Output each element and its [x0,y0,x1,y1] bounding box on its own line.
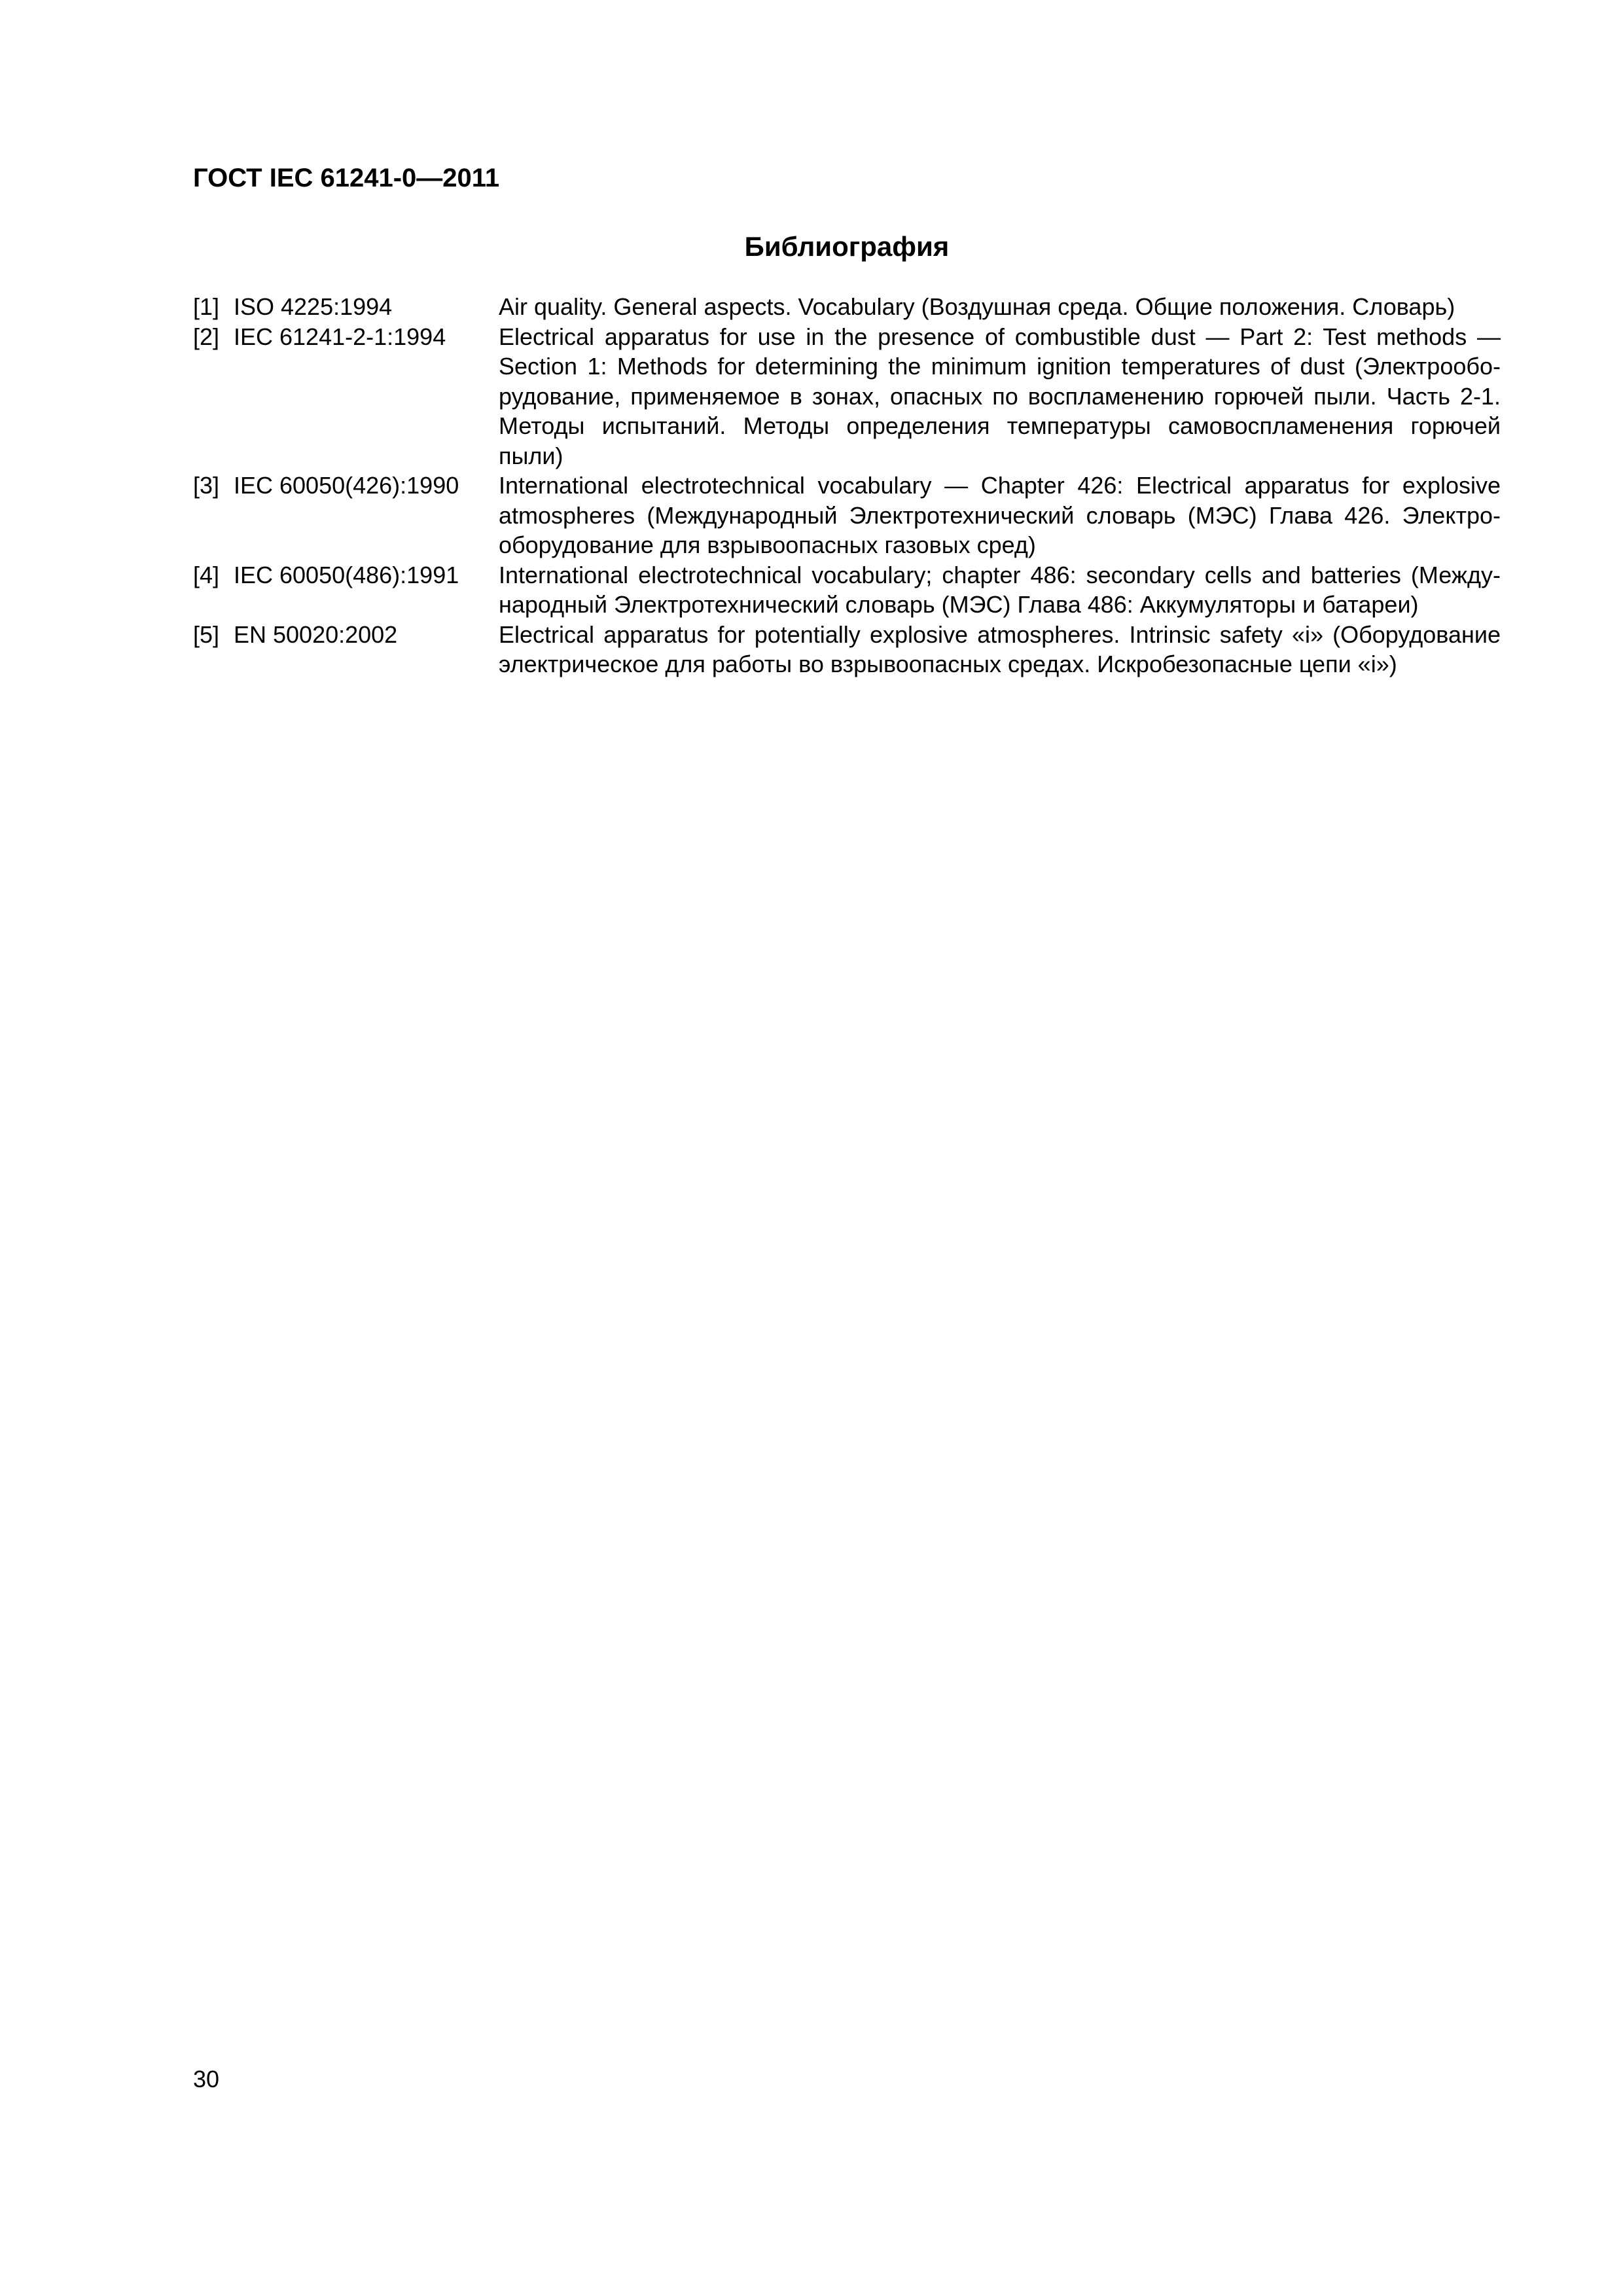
entry-title: Electrical apparatus for potentially explosive atmospheres. Intrinsic safety «i» (Оборудование электрическое для работы во взрывоопасных средах. Искробезопасные цепи «i») [499,620,1501,677]
entry-code: EN 50020:2002 [234,620,398,648]
bibliography-entry [193,471,1501,560]
bibliography-entry [193,620,1501,679]
entry-number: [5] [193,620,220,648]
entry-code: IEC 60050(426):1990 [234,472,459,499]
entry-code: IEC 61241-2-1:1994 [234,323,446,350]
bibliography-entry [193,292,1501,322]
entry-title: Air quality. General aspects. Vocabulary (Воздушная среда. Общие положения. Словарь) [499,293,1455,320]
bibliography-list [193,292,1501,679]
section-title: Библиография [744,231,950,262]
entry-number: [1] [193,293,220,320]
entry-title: Electrical apparatus for use in the presence of combustible dust — Part 2: Test methods — Section 1: Methods for determining the minimum ignition temperatures of dust (Электрооборудование, применяемое в зонах, опасных по воспламенению горючей пыли. Часть 2-1. Методы испытаний. Методы определения температуры самовоспламенения горючей пыли) [499,323,1501,469]
entry-number: [3] [193,472,220,499]
document-code: ГОСТ IEC 61241-0—2011 [193,164,500,192]
entry-code: IEC 60050(486):1991 [234,561,459,588]
entry-code: ISO 4225:1994 [234,293,393,320]
entry-number: [2] [193,323,220,350]
entry-title: International electrotechnical vocabulary; chapter 486: secondary cells and batteries (Международный Электротехнический словарь (МЭС) Глава 486: Аккумуляторы и батареи) [499,561,1501,618]
entry-number: [4] [193,561,220,588]
bibliography-entry [193,560,1501,620]
bibliography-entry [193,322,1501,471]
page-number: 30 [193,2066,220,2092]
entry-title: International electrotechnical vocabulary — Chapter 426: Electrical apparatus for explosive atmospheres (Международный Электротехнический словарь (МЭС) Глава 426. Электрооборудование для взрывоопасных газовых сред) [499,472,1501,558]
